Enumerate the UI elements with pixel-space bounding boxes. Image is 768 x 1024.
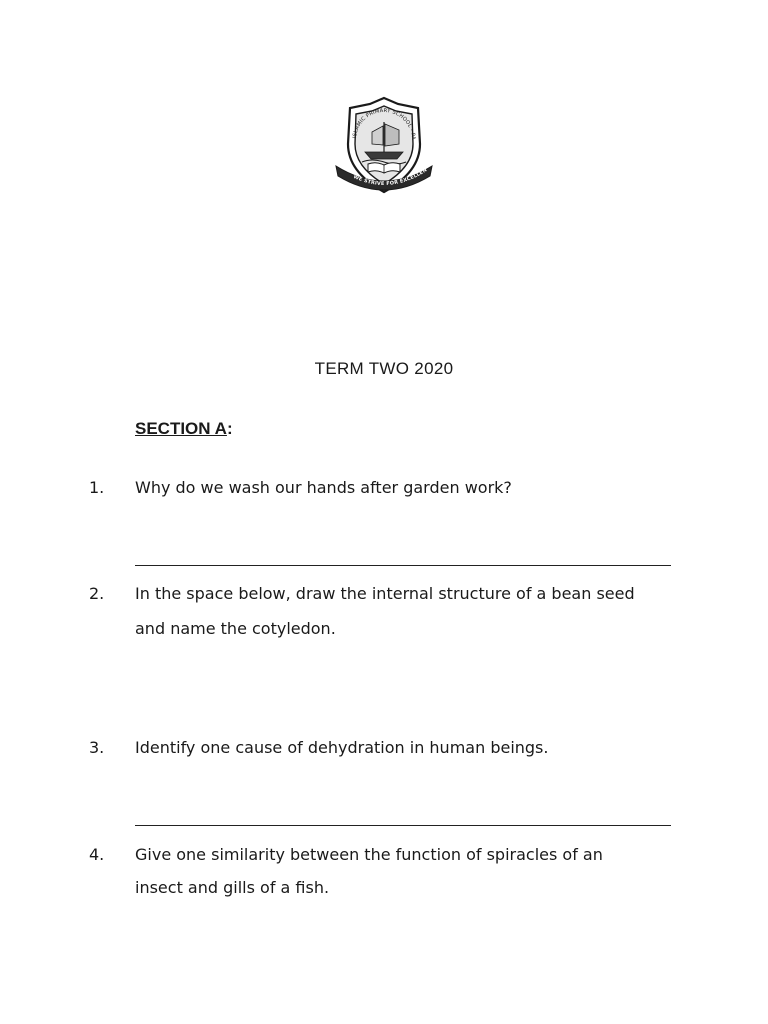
crest-arc-text-path: ISLAMIC PRIMARY SCHOOL - PA xyxy=(352,107,417,141)
section-label: SECTION A xyxy=(135,419,227,438)
question-text-line: Why do we wash our hands after garden work? xyxy=(135,478,512,497)
school-crest-logo xyxy=(332,96,436,200)
crest-motto-text-path: WE STRIVE FOR EXCELLEN xyxy=(352,167,429,188)
question-text-line: and name the cotyledon. xyxy=(135,619,336,638)
question-number: 3. xyxy=(89,738,105,757)
term-heading: TERM TWO 2020 xyxy=(314,359,454,378)
section-colon: : xyxy=(226,419,233,438)
answer-line[interactable] xyxy=(135,825,671,826)
question-text-line: In the space below, draw the internal structure of a bean seed xyxy=(135,584,635,603)
question-text-line: insect and gills of a fish. xyxy=(135,878,330,897)
question-number: 2. xyxy=(89,584,105,603)
question-number: 1. xyxy=(89,478,105,497)
question-number: 4. xyxy=(89,845,105,864)
question-text-line: Identify one cause of dehydration in human beings. xyxy=(135,738,549,757)
section-heading xyxy=(135,419,233,439)
answer-line[interactable] xyxy=(135,565,671,566)
question-text-line: Give one similarity between the function of spiracles of an xyxy=(135,845,603,864)
